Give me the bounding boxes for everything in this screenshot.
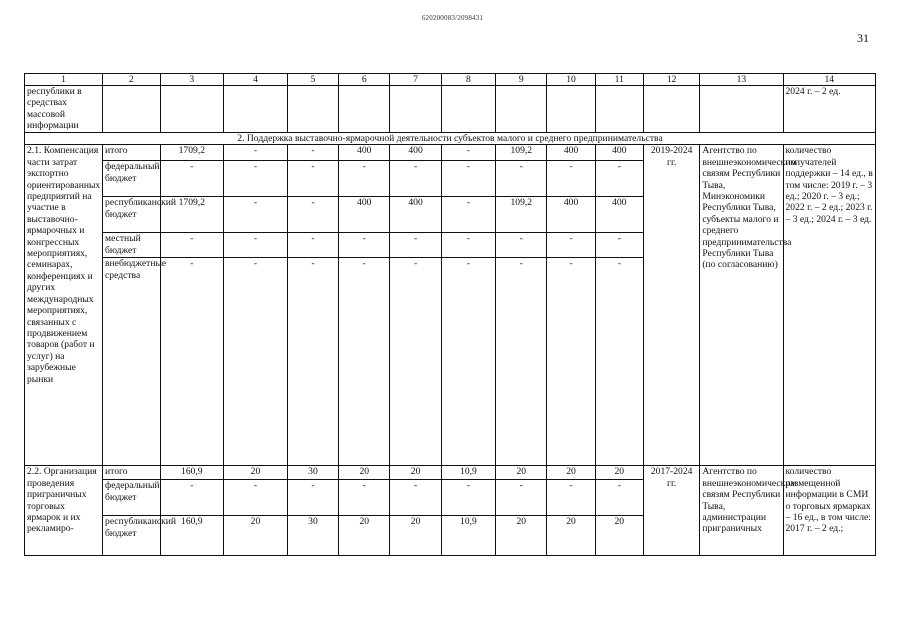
value-cell: 400: [390, 197, 441, 233]
value-cell: -: [547, 161, 595, 197]
value-cell: -: [339, 233, 390, 258]
value-cell: -: [595, 233, 643, 258]
value-cell: -: [224, 233, 288, 258]
table-row: [25, 466, 876, 480]
value-cell: -: [287, 145, 338, 161]
value-cell: -: [224, 258, 288, 466]
funding-source: внебюджетные средства: [103, 258, 160, 466]
value-cell: -: [224, 161, 288, 197]
funding-source: федеральный бюджет: [103, 161, 160, 197]
value-cell: -: [441, 197, 495, 233]
value-cell: 109,2: [496, 197, 547, 233]
value-cell: -: [339, 258, 390, 466]
value-cell: -: [547, 258, 595, 466]
value-cell: -: [441, 161, 495, 197]
value-cell: -: [390, 258, 441, 466]
section-title: 2. Поддержка выставочно-ярмарочной деятельности субъектов малого и среднего предпринимательства: [25, 133, 876, 145]
value-cell: -: [287, 161, 338, 197]
value-cell: -: [224, 480, 288, 516]
value-cell: -: [390, 233, 441, 258]
measure-title: 2.1. Компенсация части затрат экспортно ориентированных предприятий на участие в выставочно-ярмарочных и конгрессных мероприятиях, семинарах, конференциях и других международных мероприятиях, связанных с продвижением товаров (работ и услуг) на зарубежные рынки: [25, 145, 103, 466]
value-cell: 400: [547, 197, 595, 233]
value-cell: 400: [595, 145, 643, 161]
value-cell: 10,9: [441, 466, 495, 480]
executor-cell: Агентство по внешнеэкономическим связям Республики Тыва, администрации приграничных: [700, 466, 783, 556]
value-cell: -: [160, 161, 224, 197]
value-cell: 30: [287, 516, 338, 556]
value-cell: 20: [496, 516, 547, 556]
column-number: 5: [287, 74, 338, 86]
value-cell: -: [595, 161, 643, 197]
period-cell: 2019-2024 гг.: [643, 145, 699, 466]
funding-source: республиканский бюджет: [103, 516, 160, 556]
value-cell: 20: [496, 466, 547, 480]
column-number: 3: [160, 74, 224, 86]
value-cell: -: [441, 480, 495, 516]
value-cell: 20: [224, 466, 288, 480]
value-cell: 20: [547, 516, 595, 556]
value-cell: -: [547, 480, 595, 516]
value-cell: 20: [224, 516, 288, 556]
value-cell: 400: [339, 197, 390, 233]
column-number: 8: [441, 74, 495, 86]
value-cell: 20: [547, 466, 595, 480]
page-number: 31: [857, 31, 869, 45]
program-table: [24, 73, 876, 556]
value-cell: -: [287, 258, 338, 466]
value-cell: -: [390, 480, 441, 516]
funding-source: местный бюджет: [103, 233, 160, 258]
value-cell: -: [287, 480, 338, 516]
document-id: 620200083/2098431: [421, 14, 484, 22]
value-cell: -: [496, 258, 547, 466]
value-cell: 20: [390, 516, 441, 556]
funding-source: итого: [103, 466, 160, 480]
value-cell: 160,9: [160, 516, 224, 556]
indicator-cell: количество размещенной информации в СМИ о торговых ярмарках – 16 ед., в том числе: 2017 г. – 2 ед.;: [783, 466, 876, 556]
value-cell: -: [160, 233, 224, 258]
period-cell: 2017-2024 гг.: [643, 466, 699, 556]
value-cell: -: [595, 480, 643, 516]
value-cell: 20: [390, 466, 441, 480]
executor-cell: Агентство по внешнеэкономическим связям Республики Тыва, Минэкономики Республики Тыва, субъекты малого и среднего предпринимательства Республики Тыва (по согласованию): [700, 145, 783, 466]
continuation-measure-text: республики в средствах массовой информации: [25, 86, 103, 133]
column-number: 1: [25, 74, 103, 86]
column-number: 14: [783, 74, 876, 86]
value-cell: 400: [547, 145, 595, 161]
value-cell: -: [441, 233, 495, 258]
column-number: 12: [643, 74, 699, 86]
section-row: [25, 133, 876, 145]
value-cell: -: [224, 145, 288, 161]
column-number: 7: [390, 74, 441, 86]
value-cell: -: [160, 258, 224, 466]
column-number: 10: [547, 74, 595, 86]
funding-source: республиканский бюджет: [103, 197, 160, 233]
value-cell: -: [224, 197, 288, 233]
value-cell: 400: [390, 145, 441, 161]
funding-source: итого: [103, 145, 160, 161]
value-cell: -: [339, 480, 390, 516]
value-cell: -: [547, 233, 595, 258]
measure-title: 2.2. Организация проведения приграничных торговых ярмарок и их рекламиро-: [25, 466, 103, 556]
value-cell: 20: [595, 466, 643, 480]
column-number: 2: [103, 74, 160, 86]
funding-source: федеральный бюджет: [103, 480, 160, 516]
value-cell: 30: [287, 466, 338, 480]
value-cell: -: [287, 233, 338, 258]
column-number: 11: [595, 74, 643, 86]
value-cell: -: [160, 480, 224, 516]
value-cell: -: [390, 161, 441, 197]
value-cell: 109,2: [496, 145, 547, 161]
value-cell: -: [441, 258, 495, 466]
value-cell: 400: [339, 145, 390, 161]
continuation-row: [25, 86, 876, 133]
column-number: 6: [339, 74, 390, 86]
column-number: 13: [700, 74, 783, 86]
column-number: 4: [224, 74, 288, 86]
value-cell: 20: [339, 516, 390, 556]
value-cell: -: [339, 161, 390, 197]
value-cell: 20: [339, 466, 390, 480]
indicator-cell: количество получателей поддержки – 14 ед., в том числе: 2019 г. – 3 ед.; 2020 г. – 3 ед.; 2022 г. – 2 ед.; 2023 г. – 3 ед.; 2024 г. – 3 ед.: [783, 145, 876, 466]
table-row: [25, 145, 876, 161]
continuation-indicator-text: 2024 г. – 2 ед.: [783, 86, 876, 133]
value-cell: 10,9: [441, 516, 495, 556]
value-cell: 400: [595, 197, 643, 233]
value-cell: 1709,2: [160, 145, 224, 161]
value-cell: 160,9: [160, 466, 224, 480]
value-cell: -: [595, 258, 643, 466]
value-cell: -: [496, 480, 547, 516]
value-cell: -: [496, 161, 547, 197]
value-cell: -: [441, 145, 495, 161]
column-number: 9: [496, 74, 547, 86]
column-number-row: [25, 74, 876, 86]
value-cell: 1709,2: [160, 197, 224, 233]
value-cell: 20: [595, 516, 643, 556]
value-cell: -: [287, 197, 338, 233]
value-cell: -: [496, 233, 547, 258]
